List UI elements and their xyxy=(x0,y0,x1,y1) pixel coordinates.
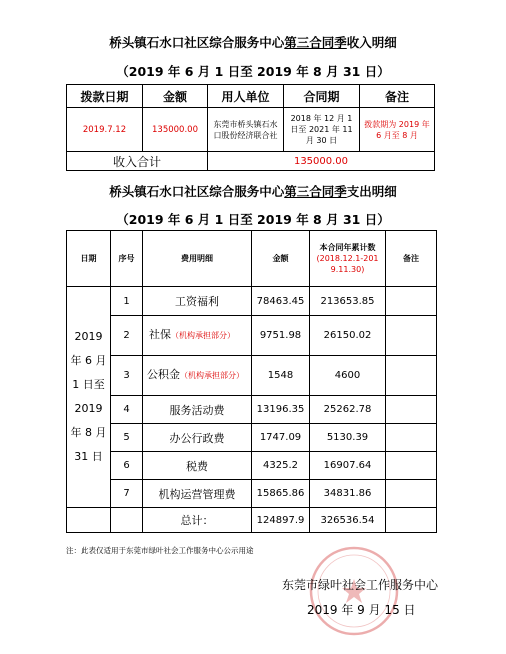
income-employer: 东莞市桥头镇石水口股份经济联合社 xyxy=(208,108,284,152)
expense-title-part1: 桥头镇石水口社区综合服务中心 xyxy=(109,184,285,199)
row-item: 税费 xyxy=(143,452,252,480)
row-amount: 9751.98 xyxy=(252,316,310,356)
row-cumulative: 34831.86 xyxy=(310,480,386,508)
row-item: 工资福利 xyxy=(143,287,252,316)
footer-date: 2019 年 9 月 15 日 xyxy=(307,603,416,617)
income-table xyxy=(66,84,435,171)
total-blank-remark xyxy=(386,508,437,533)
row-no: 1 xyxy=(111,287,143,316)
income-total-label: 收入合计 xyxy=(67,152,208,171)
income-period: （2019 年 6 月 1 日至 2019 年 8 月 31 日） xyxy=(116,64,390,79)
income-header-contract: 合同期 xyxy=(284,85,360,108)
income-title-part1: 桥头镇石水口社区综合服务中心 xyxy=(109,35,285,50)
row-cumulative: 5130.39 xyxy=(310,424,386,452)
row-cumulative: 26150.02 xyxy=(310,316,386,356)
cumulative-label: 本合同年累计数 xyxy=(319,243,376,252)
row-no: 7 xyxy=(111,480,143,508)
expense-total-label: 总计： xyxy=(143,508,252,533)
table-row xyxy=(67,316,437,356)
expense-period: （2019 年 6 月 1 日至 2019 年 8 月 31 日） xyxy=(116,212,390,227)
footer-org: 东莞市绿叶社会工作服务中心 xyxy=(282,578,439,592)
table-row xyxy=(67,356,437,396)
expense-table xyxy=(66,230,437,533)
expense-header-item: 费用明细 xyxy=(143,231,252,287)
row-amount: 4325.2 xyxy=(252,452,310,480)
income-remark: 拨款期为 2019 年 6 月至 8 月 xyxy=(360,108,435,152)
table-row xyxy=(67,452,437,480)
row-item: 服务活动费 xyxy=(143,396,252,424)
row-cumulative: 16907.64 xyxy=(310,452,386,480)
row-remark xyxy=(386,452,437,480)
row-item-sub: （机构承担部分） xyxy=(180,371,244,380)
expense-header-no: 序号 xyxy=(111,231,143,287)
row-amount: 1548 xyxy=(252,356,310,396)
total-blank-date xyxy=(67,508,111,533)
expense-header-row xyxy=(67,231,437,287)
income-header-row xyxy=(67,85,435,108)
row-cumulative: 25262.78 xyxy=(310,396,386,424)
expense-title-part2: 第三合同季 xyxy=(284,184,347,199)
row-remark xyxy=(386,396,437,424)
row-amount: 1747.09 xyxy=(252,424,310,452)
row-remark xyxy=(386,356,437,396)
expense-title-part3: 支出明细 xyxy=(346,184,397,199)
income-title-part2: 第三合同季 xyxy=(284,35,347,50)
footer-note: 注：此表仅适用于东莞市绿叶社会工作服务中心公示用途 xyxy=(66,546,254,555)
income-date: 2019.7.12 xyxy=(67,108,143,152)
row-remark xyxy=(386,316,437,356)
expense-header-remark: 备注 xyxy=(386,231,437,287)
row-item xyxy=(143,316,252,356)
income-amount: 135000.00 xyxy=(143,108,208,152)
row-amount: 78463.45 xyxy=(252,287,310,316)
row-no: 3 xyxy=(111,356,143,396)
expense-header-date: 日期 xyxy=(67,231,111,287)
row-cumulative: 213653.85 xyxy=(310,287,386,316)
row-remark xyxy=(386,424,437,452)
row-amount: 15865.86 xyxy=(252,480,310,508)
income-header-date: 拨款日期 xyxy=(67,85,143,108)
row-item: 机构运营管理费 xyxy=(143,480,252,508)
row-no: 6 xyxy=(111,452,143,480)
income-header-remark: 备注 xyxy=(360,85,435,108)
income-header-amount: 金额 xyxy=(143,85,208,108)
expense-title xyxy=(0,182,506,200)
row-item-sub: （机构承担部分） xyxy=(171,331,235,340)
row-no: 4 xyxy=(111,396,143,424)
row-item-name: 社保 xyxy=(149,328,171,341)
income-contract: 2018 年 12 月 1 日至 2021 年 11 月 30 日 xyxy=(284,108,360,152)
table-row xyxy=(67,480,437,508)
row-item-name: 公积金 xyxy=(147,368,180,381)
table-row xyxy=(67,396,437,424)
row-no: 5 xyxy=(111,424,143,452)
row-amount: 13196.35 xyxy=(252,396,310,424)
income-title xyxy=(0,33,506,51)
income-header-employer: 用人单位 xyxy=(208,85,284,108)
income-row xyxy=(67,108,435,152)
expense-date-cell: 2019 年 6 月 1 日至 2019 年 8 月 31 日 xyxy=(67,287,111,508)
expense-header-cumulative xyxy=(310,231,386,287)
income-total-row xyxy=(67,152,435,171)
row-remark xyxy=(386,480,437,508)
income-title-part3: 收入明细 xyxy=(346,35,397,50)
table-row xyxy=(67,287,437,316)
expense-total-amount: 124897.9 xyxy=(252,508,310,533)
cumulative-range: (2018.12.1-2019.11.30) xyxy=(316,254,379,274)
income-total-value: 135000.00 xyxy=(208,152,435,171)
row-item xyxy=(143,356,252,396)
expense-total-row xyxy=(67,508,437,533)
row-no: 2 xyxy=(111,316,143,356)
row-item: 办公行政费 xyxy=(143,424,252,452)
total-blank-no xyxy=(111,508,143,533)
row-cumulative: 4600 xyxy=(310,356,386,396)
expense-header-amount: 金额 xyxy=(252,231,310,287)
row-remark xyxy=(386,287,437,316)
table-row xyxy=(67,424,437,452)
expense-total-cumulative: 326536.54 xyxy=(310,508,386,533)
